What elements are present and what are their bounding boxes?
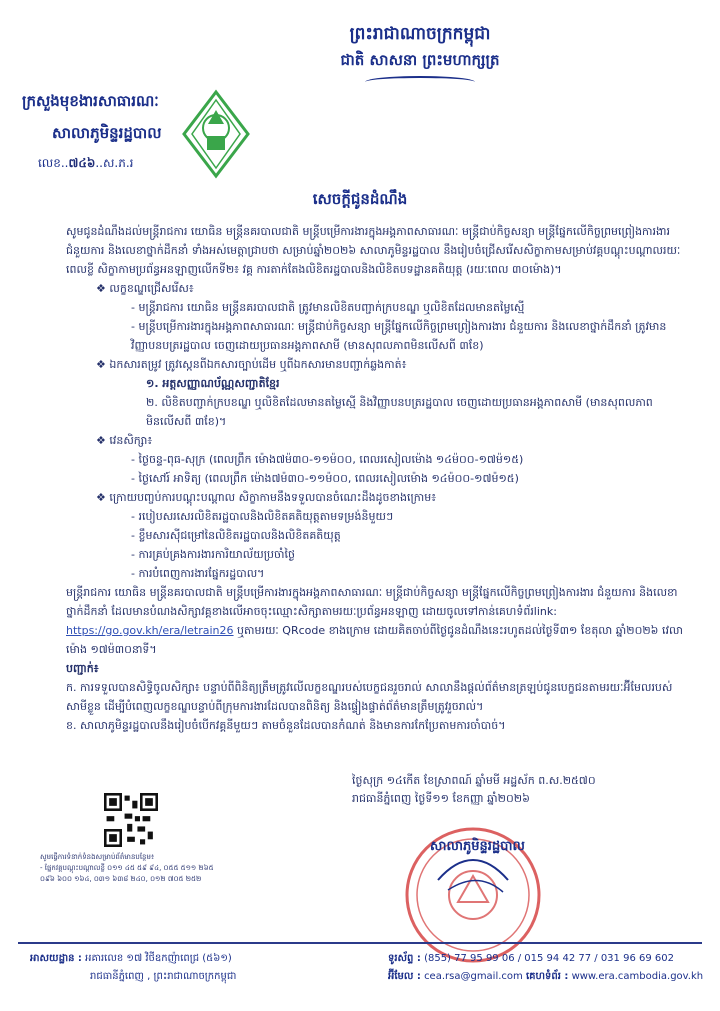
qr-caption [40,852,310,885]
schedule-item: - ថ្ងៃចន្ទ-ពុធ-សុក្រ (ពេលព្រឹក ម៉ោង៧ម៉៣០-១១ម៉០០, ពេលរសៀលម៉ោង ១៤ម៉០០-១៧ម៉១៥) [131,453,524,466]
footer-contact [388,950,703,986]
notes-heading: បញ្ជាក់៖ [66,662,99,675]
solar-date: រាជធានីភ្នំពេញ ថ្ងៃទី១១ ខែកញ្ញា ឆ្នាំ២០២៦ [352,792,530,805]
ref-number: ៧៤៦ [68,156,96,170]
kingdom-name: ព្រះរាជាណាចក្រកម្ពុជា [349,24,491,44]
footer-address [30,950,236,986]
schedule-heading-text: វេនសិក្សា៖ [109,434,153,447]
date-block [352,772,682,808]
ref-suffix: ..ស.ភ.រ [95,156,134,170]
ministry-header [22,90,162,144]
outcome-item: - របៀបសរសេរលិខិតរដ្ឋបាលនិងលិខិតគតិយុត្តតាមទម្រង់និមួយៗ [131,510,394,523]
qr-caption-line: សូមធ្វើការទំនាក់ទំនងសម្រាប់ព័ត៌មានបន្ថែម៖ [40,853,155,861]
email-address[interactable]: cea.rsa@gmail.com [424,971,523,982]
school-name: សាលាភូមិន្ទរដ្ឋបាល [52,124,162,142]
documents-item: ២. លិខិតបញ្ជាក់ក្របខណ្ឌ ឬលិខិតដែលមានតម្លៃស្មើ និងវិញ្ញាបនបត្ររដ្ឋបាល ចេញដោយប្រធានអង្គភាពសាមី (មានសុពលភាពមិនលើសពី ៣ខែ)។ [146,396,653,428]
criteria-heading: ❖ លក្ខខណ្ឌជ្រើសរើស៖ [96,282,194,295]
intro-paragraph: សូមជូនដំណឹងដល់មន្ត្រីរាជការ យោធិន មន្ត្រីនគរបាលជាតិ មន្ត្រីបម្រើការងារក្នុងអង្គភាពសាធារណៈ មន្ត្រីជាប់កិច្ចសន្យា មន្ត្រីផ្នែកលើកិច្ចព្រមព្រៀងការងារ ជំនួយការ និងលេខាថ្នាក់ដឹកនាំ ទាំងអស់មេត្តាជ្រាបថា សម្រាប់ឆ្នាំ២០២៦ សាលាភូមិន្ទរដ្ឋបាល នឹងរៀបចំជ្រើសរើសសិក្ខាកាមសម្រាប់វគ្គបណ្ដុះបណ្ដាលរយៈពេលខ្លី សិក្ខាកាមប្រព័ន្ធអនឡាញលើកទី២៖ វគ្គ ការតាក់តែងលិខិតរដ្ឋបាលនិងលិខិតបទដ្ឋានគតិយុត្ត (រយៈពេល ៣០ម៉ោង)។ [66,225,681,276]
outcomes-heading-text: ក្រោយបញ្ចប់ការបណ្ដុះបណ្ដាល សិក្ខាកាមនឹងទទួលបានចំណេះដឹងដូចខាងក្រោម៖ [109,491,437,504]
footer-divider [18,942,702,944]
criteria-heading-text: លក្ខខណ្ឌជ្រើសរើស៖ [109,282,194,295]
qr-caption-line: ០៩៦ ៦០០ ១៦៤, ០៣១ ៦៣៨ ២៤០, ០១២ ៧០៥ ២៥២ [40,875,202,883]
notice-body [36,222,686,735]
address-label: អាសយដ្ឋាន : [30,953,82,964]
registration-paragraph [36,583,686,659]
outcome-item: - ការគ្រប់គ្រងការងារការិយាល័យប្រចាំថ្ងៃ [131,548,295,561]
school-logo-icon [180,88,252,180]
schedule-item: - ថ្ងៃសៅរ៍ អាទិត្យ (ពេលព្រឹក ម៉ោង៧ម៉៣០-១១ម៉០០, ពេលរសៀលម៉ោង ១៤ម៉០០-១៧ម៉១៥) [131,472,519,485]
criteria-item: - មន្ត្រីបម្រើការងារក្នុងអង្គភាពសាធារណៈ មន្ត្រីជាប់កិច្ចសន្យា មន្ត្រីផ្នែកលើកិច្ចព្រមព្រៀងការងារ ជំនួយការ និងលេខាថ្នាក់ដឹកនាំ ត្រូវមានវិញ្ញាបនបត្ររដ្ឋបាល ចេញដោយប្រធានអង្គភាពសាមី (មានសុពលភាពមិនលើសពី ៣ខែ) [131,320,667,352]
documents-heading-text: ឯកសារតម្រូវ ត្រូវស្កេនពីឯកសារច្បាប់ដើម ឬពីឯកសារមានបញ្ជាក់ឆ្លងកាត់៖ [109,358,407,371]
schedule-heading: ❖ វេនសិក្សា៖ [96,434,153,447]
address-line: រាជធានីភ្នំពេញ , ព្រះរាជាណាចក្រកម្ពុជា [90,971,237,982]
ref-prefix: លេខ.. [38,156,69,170]
phone-label: ទូរស័ព្ទ : [388,953,421,964]
note-item: ក. ការទទួលបានសិទ្ធិចូលសិក្សា៖ បន្ទាប់ពីពិនិត្យត្រឹមត្រូវលើលក្ខខណ្ឌរបស់បេក្ខជនរួចរាល់ សាលានឹងផ្ដល់ព័ត៌មានត្រឡប់ជូនបេក្ខជនតាមរយៈអ៊ីមែលរបស់សាមីខ្លួន ដើម្បីបំពេញលក្ខខណ្ឌបន្ទាប់ពីក្រុមការងារដែលបានពិនិត្យ និងផ្ទៀងផ្ទាត់ព័ត៌មានត្រឹមត្រូវរួចរាល់។ [66,681,673,713]
national-motto: ជាតិ សាសនា ព្រះមហាក្សត្រ [340,51,500,69]
documents-item: ១. អត្តសញ្ញាណប័ណ្ណសញ្ជាតិខ្មែរ [146,377,280,390]
qr-caption-line: - ផ្នែកវគ្គបណ្ដុះបណ្ដាលខ្លី ០១១ ៤៥ ៥៩ ៩៤, ០៥៥ ៥១១ ២៦៥ [40,864,214,872]
email-label: អ៊ីមែល : [388,971,421,982]
reference-number [38,155,133,173]
address-line: អគារលេខ ១៧ វិថីឧកញ៉ាពេជ្រ (៥៦១) [85,953,232,964]
website-link[interactable]: www.era.cambodia.gov.kh [571,971,704,982]
ministry-name: ក្រសួងមុខងារសាធារណៈ [22,92,159,110]
kingdom-header [270,22,570,88]
registration-link[interactable]: https://go.gov.kh/era/letrain26 [66,624,234,637]
outcome-item: - ខ្លឹមសារស៊ីជម្រៅនៃលិខិតរដ្ឋបាលនិងលិខិតគតិយុត្ត [131,529,341,542]
signature-title: សាលាភូមិន្ទរដ្ឋបាល [430,839,525,854]
documents-heading: ❖ ឯកសារតម្រូវ ត្រូវស្កេនពីឯកសារច្បាប់ដើម ឬពីឯកសារមានបញ្ជាក់ឆ្លងកាត់៖ [96,358,407,371]
outcomes-heading: ❖ ក្រោយបញ្ចប់ការបណ្ដុះបណ្ដាល សិក្ខាកាមនឹងទទួលបានចំណេះដឹងដូចខាងក្រោម៖ [96,491,437,504]
web-label: គេហទំព័រ : [525,971,569,982]
qr-code-icon[interactable] [104,793,158,847]
registration-text-pre: មន្ត្រីរាជការ យោធិន មន្ត្រីនគរបាលជាតិ មន្ត្រីបម្រើការងារក្នុងអង្គភាពសាធារណៈ មន្ត្រីជាប់កិច្ចសន្យា មន្ត្រីផ្នែកលើកិច្ចព្រមព្រៀងការងារ ជំនួយការ និងលេខាថ្នាក់ដឹកនាំ ដែលមានបំណងសិក្សាវគ្គខាងលើអាចចុះឈ្មោះសិក្សាតាមរយៈប្រព័ន្ធអនឡាញ ដោយចូលទៅកាន់គេហទំព័រlink: [66,586,678,618]
ornament-divider [365,76,475,88]
note-item: ខ. សាលាភូមិន្ទរដ្ឋបាលនឹងរៀបចំបើកវគ្គនីមួយៗ តាមចំនួនដែលបានកំណត់ និងមានការកែប្រែតាមការចាំបាច់។ [66,719,506,732]
outcome-item: - ការបំពេញការងារផ្នែករដ្ឋបាល។ [131,567,265,580]
criteria-item: - មន្ត្រីរាជការ យោធិន មន្ត្រីនគរបាលជាតិ ត្រូវមានលិខិតបញ្ជាក់ក្របខណ្ឌ ឬលិខិតដែលមានតម្លៃស្មើ [131,301,525,314]
phone-number: (855) 77 95 99 06 / 015 94 42 77 / 031 96 69 602 [424,953,674,964]
registration-text-post: ឬតាមរយៈ QRcode ខាងក្រោម ដោយគិតចាប់ពីថ្ងៃជូនដំណឹងនេះរហូតដល់ថ្ងៃទី៣១ ខែតុលា ឆ្នាំ២០២៦ វេលាម៉ោង ១៧ម៉៣០នាទី។ [66,624,683,656]
notice-title: សេចក្ដីជូនដំណឹង [312,190,408,208]
lunar-date: ថ្ងៃសុក្រ ១៤កើត ខែស្រាពណ៍ ឆ្នាំមមី អដ្ឋស័ក ព.ស.២៥៧០ [352,774,596,787]
